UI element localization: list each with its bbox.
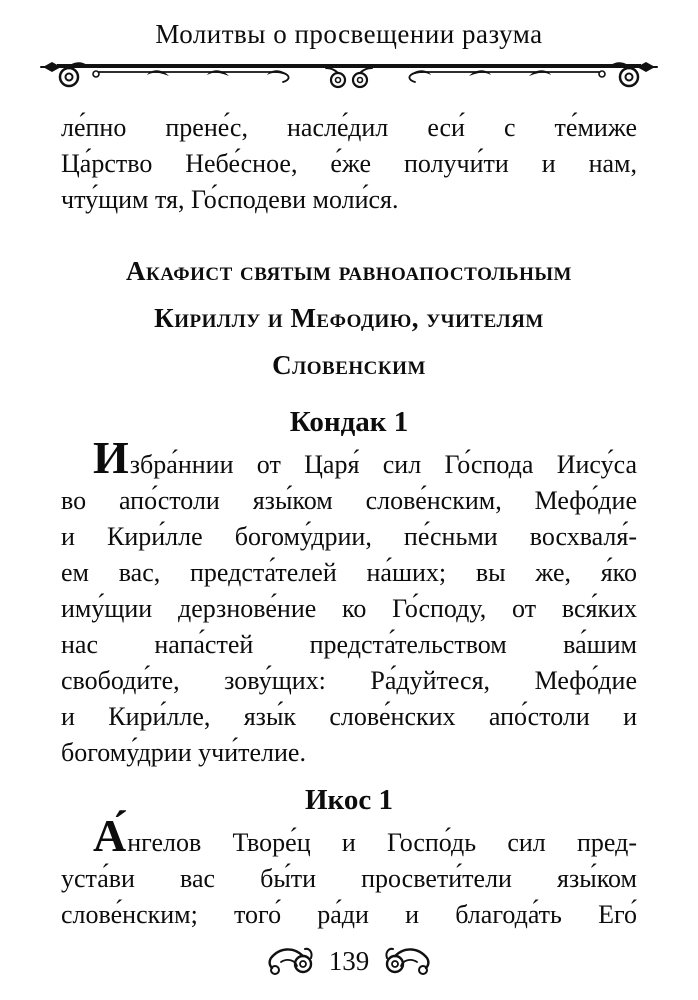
- ikos-initial: А́: [93, 810, 128, 861]
- text-run: нгелов Творе́ц и Госпо́дь сил пред-: [127, 828, 637, 857]
- text-line: слове́нским; того́ ра́ди и благода́ть Его́: [61, 900, 637, 929]
- text-line: и Кири́лле богому́дрии, пе́сньми восхваля́-: [61, 522, 637, 551]
- text-line: иму́щии дерзнове́ние ко Го́споду, от вся́ких: [61, 594, 637, 623]
- text-line: Словенским: [272, 350, 426, 380]
- text-line: свободи́те, зову́щих: Ра́дуйтеся, Мефо́дие: [61, 666, 637, 695]
- ikos-title: Икос 1: [304, 784, 393, 816]
- header-ornament-icon: [39, 55, 659, 95]
- page-number: 139: [328, 945, 370, 976]
- intro-paragraph: [61, 110, 637, 218]
- text-line: [61, 432, 637, 483]
- text-line: и Кири́лле, язы́к слове́нских апо́столи и: [61, 702, 637, 731]
- text-line: чту́щим тя, Го́сподеви моли́ся.: [61, 185, 399, 214]
- text-line: ем вас, предста́телей на́ших; вы же, я́ко: [61, 558, 637, 587]
- text-line: ле́пно прене́с, насле́дил еси́ с те́миже: [61, 113, 637, 142]
- text-line: Кириллу и Мефодию, учителям: [154, 303, 544, 333]
- text-line: [61, 810, 637, 861]
- footer-flourish-left-icon: [267, 944, 317, 978]
- kondak-paragraph: [61, 432, 637, 771]
- ikos-lines: [61, 861, 637, 933]
- footer-flourish-right-icon: [381, 944, 431, 978]
- kondak-title: Кондак 1: [289, 406, 409, 438]
- running-header: Молитвы о просвещении разума: [155, 19, 543, 49]
- kondak-initial: И: [93, 432, 130, 483]
- kondak-lines: [61, 483, 637, 771]
- text-line: уста́ви вас бы́ти просвети́тели язы́ком: [61, 864, 637, 893]
- text-line: Акафист святым равноапостольным: [125, 256, 572, 286]
- ikos-paragraph: [61, 810, 637, 933]
- text-line: нас напа́стей предста́тельством ва́шим: [61, 630, 637, 659]
- text-line: Ца́рство Небе́сное, е́же получи́ти и нам,: [61, 149, 637, 178]
- text-line: во апо́столи язы́ком слове́нским, Мефо́дие: [61, 486, 637, 515]
- akathist-heading: [61, 248, 637, 389]
- header-ornament-divider: [0, 55, 698, 100]
- text-line: богому́дрии учи́телие.: [61, 738, 306, 767]
- text-run: збра́ннии от Царя́ сил Го́спода Иису́са: [129, 450, 637, 479]
